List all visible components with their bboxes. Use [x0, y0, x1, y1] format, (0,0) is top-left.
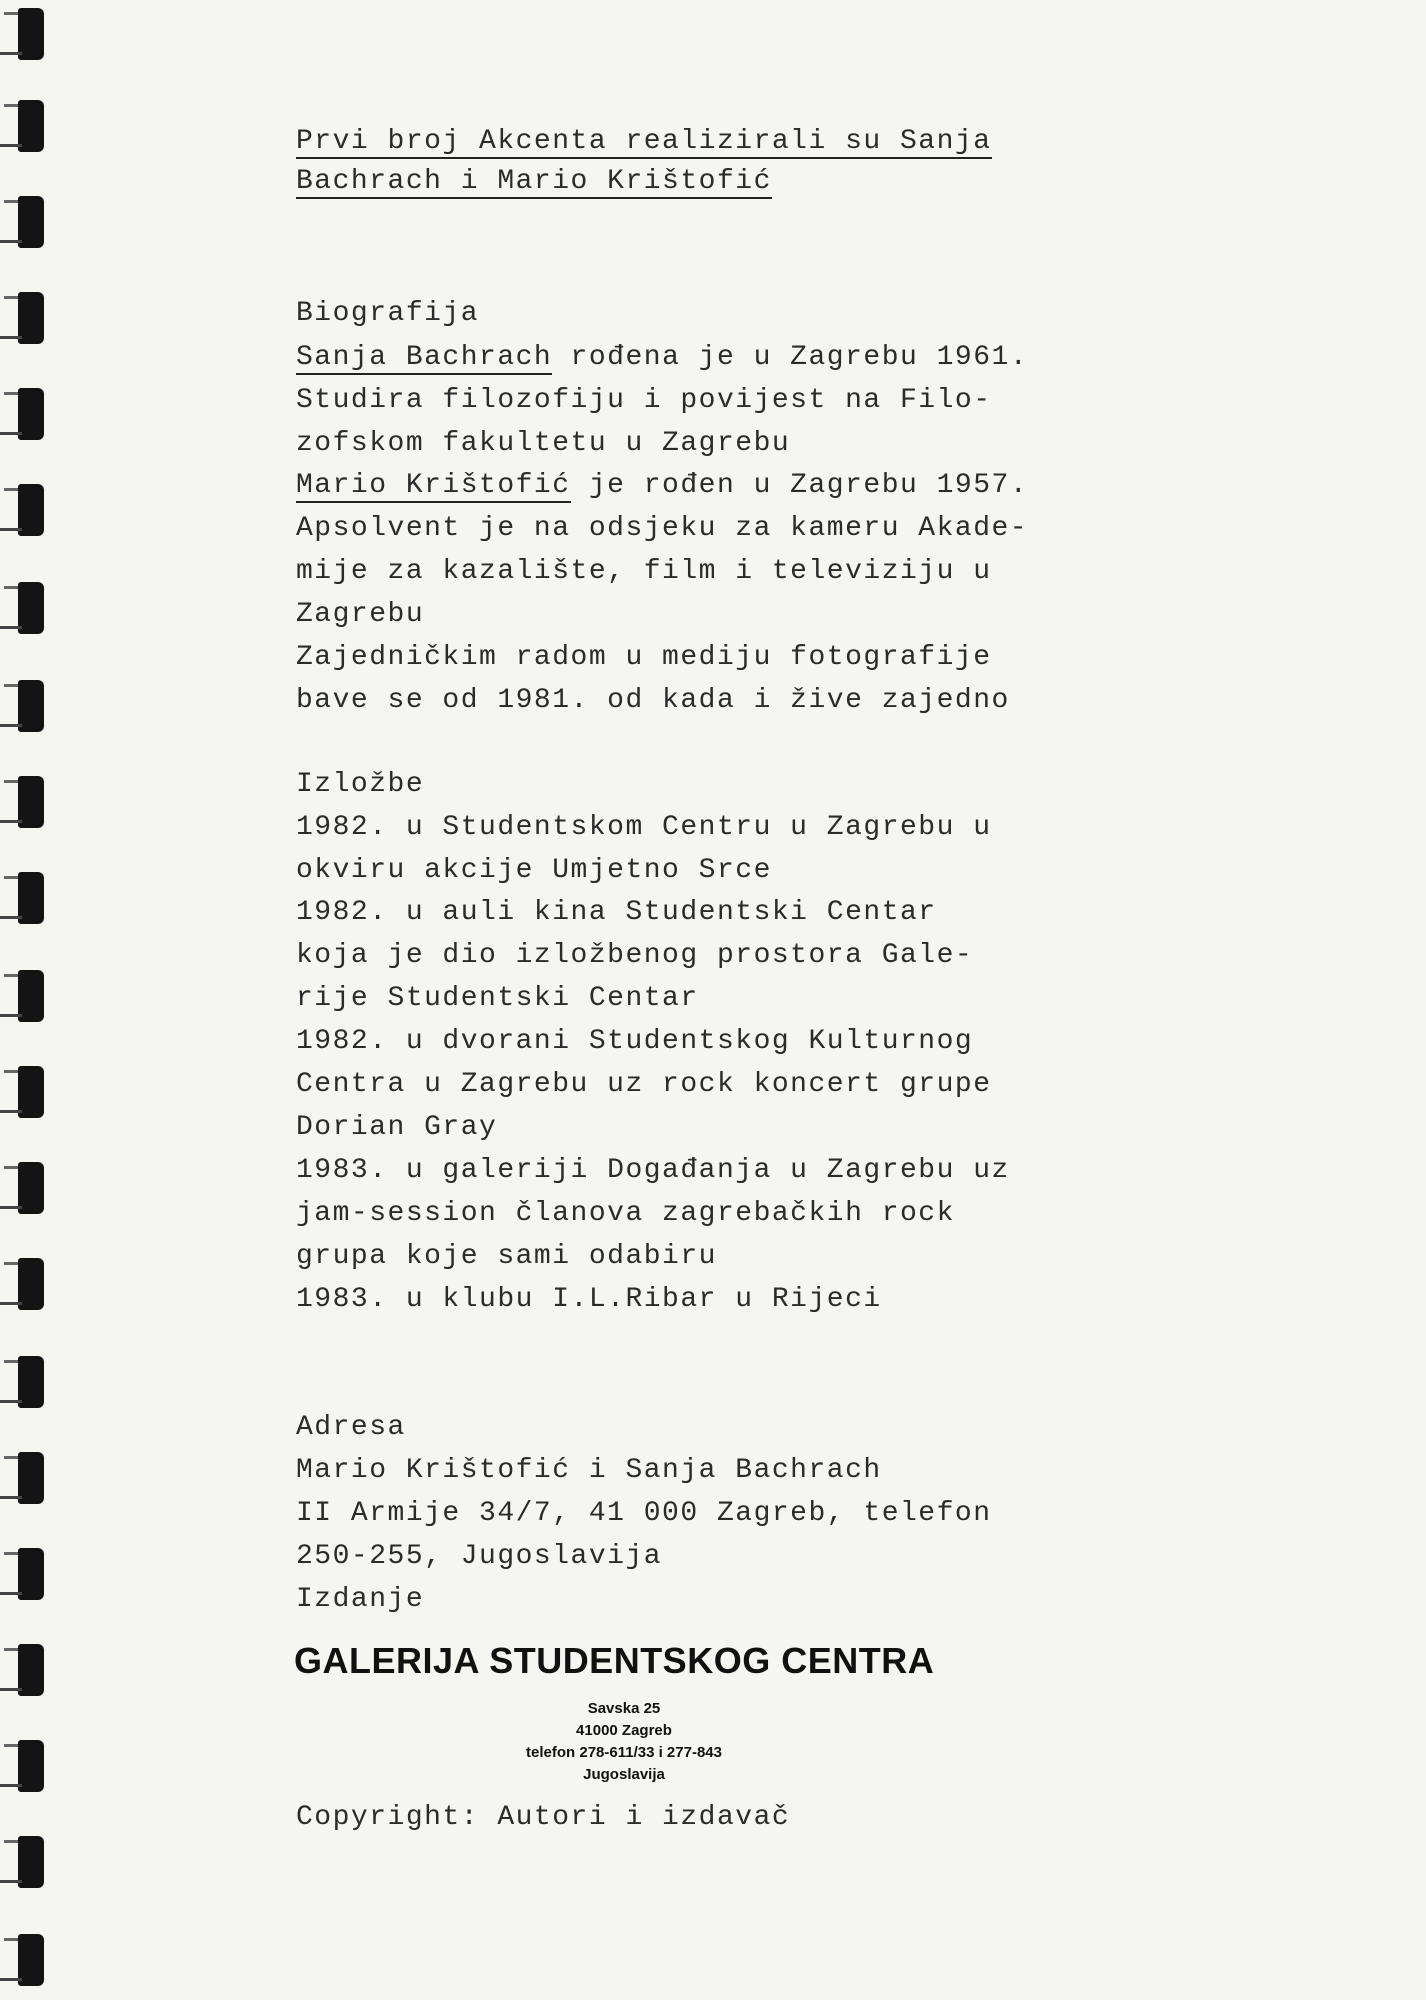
- binding-ring: [18, 1066, 44, 1118]
- binding-ring: [18, 1452, 44, 1504]
- spiral-binding: [0, 0, 60, 2000]
- exhibition-line: Centra u Zagrebu uz rock koncert grupe: [296, 1069, 992, 1100]
- exhibition-line: 1982. u auli kina Studentski Centar: [296, 897, 937, 928]
- copyright-line: Copyright: Autori i izdavač: [296, 1802, 791, 1833]
- publisher-stamp-line: telefon 278-611/33 i 277-843: [526, 1744, 722, 1761]
- exhibition-line: okviru akcije Umjetno Srce: [296, 855, 772, 886]
- exhibition-line: jam-session članova zagrebačkih rock: [296, 1198, 955, 1229]
- publisher-stamp-line: Jugoslavija: [583, 1766, 665, 1783]
- binding-ring: [18, 1258, 44, 1310]
- binding-ring: [18, 680, 44, 732]
- binding-ring: [18, 484, 44, 536]
- exhibition-line: rije Studentski Centar: [296, 983, 699, 1014]
- publisher-stamp-line: 41000 Zagreb: [576, 1722, 672, 1739]
- binding-ring: [18, 292, 44, 344]
- intro-line-1: Prvi broj Akcenta realizirali su Sanja: [296, 126, 992, 157]
- edition-heading: Izdanje: [296, 1584, 425, 1615]
- binding-ring: [18, 970, 44, 1022]
- binding-ring: [18, 776, 44, 828]
- binding-ring: [18, 100, 44, 152]
- biography-line: Studira filozofiju i povijest na Filo-: [296, 385, 992, 416]
- binding-ring: [18, 388, 44, 440]
- exhibition-line: grupa koje sami odabiru: [296, 1241, 717, 1272]
- intro-line-2: Bachrach i Mario Krištofić: [296, 166, 772, 197]
- publisher-stamp-title: GALERIJA STUDENTSKOG CENTRA: [294, 1640, 935, 1681]
- exhibitions-heading: Izložbe: [296, 769, 425, 800]
- address-line: 250-255, Jugoslavija: [296, 1541, 663, 1572]
- sanja-name: Sanja Bachrach: [296, 342, 553, 373]
- binding-ring: [18, 582, 44, 634]
- biography-line: zofskom fakultetu u Zagrebu: [296, 428, 791, 459]
- binding-ring: [18, 872, 44, 924]
- exhibition-line: 1983. u galeriji Događanja u Zagrebu uz: [296, 1155, 1010, 1186]
- binding-ring: [18, 1836, 44, 1888]
- biography-mario-line: Mario Krištofić je rođen u Zagrebu 1957.: [296, 470, 1029, 501]
- binding-ring: [18, 196, 44, 248]
- exhibition-line: 1982. u dvorani Studentskog Kulturnog: [296, 1026, 974, 1057]
- address-line: Mario Krištofić i Sanja Bachrach: [296, 1455, 882, 1486]
- binding-ring: [18, 1356, 44, 1408]
- exhibition-line: 1982. u Studentskom Centru u Zagrebu u: [296, 812, 992, 843]
- exhibition-line: 1983. u klubu I.L.Ribar u Rijeci: [296, 1284, 882, 1315]
- biography-line: Zajedničkim radom u mediju fotografije: [296, 642, 992, 673]
- binding-ring: [18, 1644, 44, 1696]
- binding-ring: [18, 1934, 44, 1986]
- mario-name: Mario Krištofić: [296, 470, 571, 501]
- biography-line: Apsolvent je na odsjeku za kameru Akade-: [296, 513, 1029, 544]
- biography-line: bave se od 1981. od kada i žive zajedno: [296, 685, 1010, 716]
- biography-line: mije za kazalište, film i televiziju u: [296, 556, 992, 587]
- biography-sanja-line: Sanja Bachrach rođena je u Zagrebu 1961.: [296, 342, 1029, 373]
- binding-ring: [18, 1740, 44, 1792]
- biography-heading: Biografija: [296, 298, 480, 329]
- exhibition-line: koja je dio izložbenog prostora Gale-: [296, 940, 974, 971]
- address-line: II Armije 34/7, 41 000 Zagreb, telefon: [296, 1498, 992, 1529]
- address-heading: Adresa: [296, 1412, 406, 1443]
- binding-ring: [18, 1162, 44, 1214]
- publisher-stamp-line: Savska 25: [587, 1700, 661, 1717]
- binding-ring: [18, 8, 44, 60]
- binding-ring: [18, 1548, 44, 1600]
- biography-line: Zagrebu: [296, 599, 425, 630]
- exhibition-line: Dorian Gray: [296, 1112, 498, 1143]
